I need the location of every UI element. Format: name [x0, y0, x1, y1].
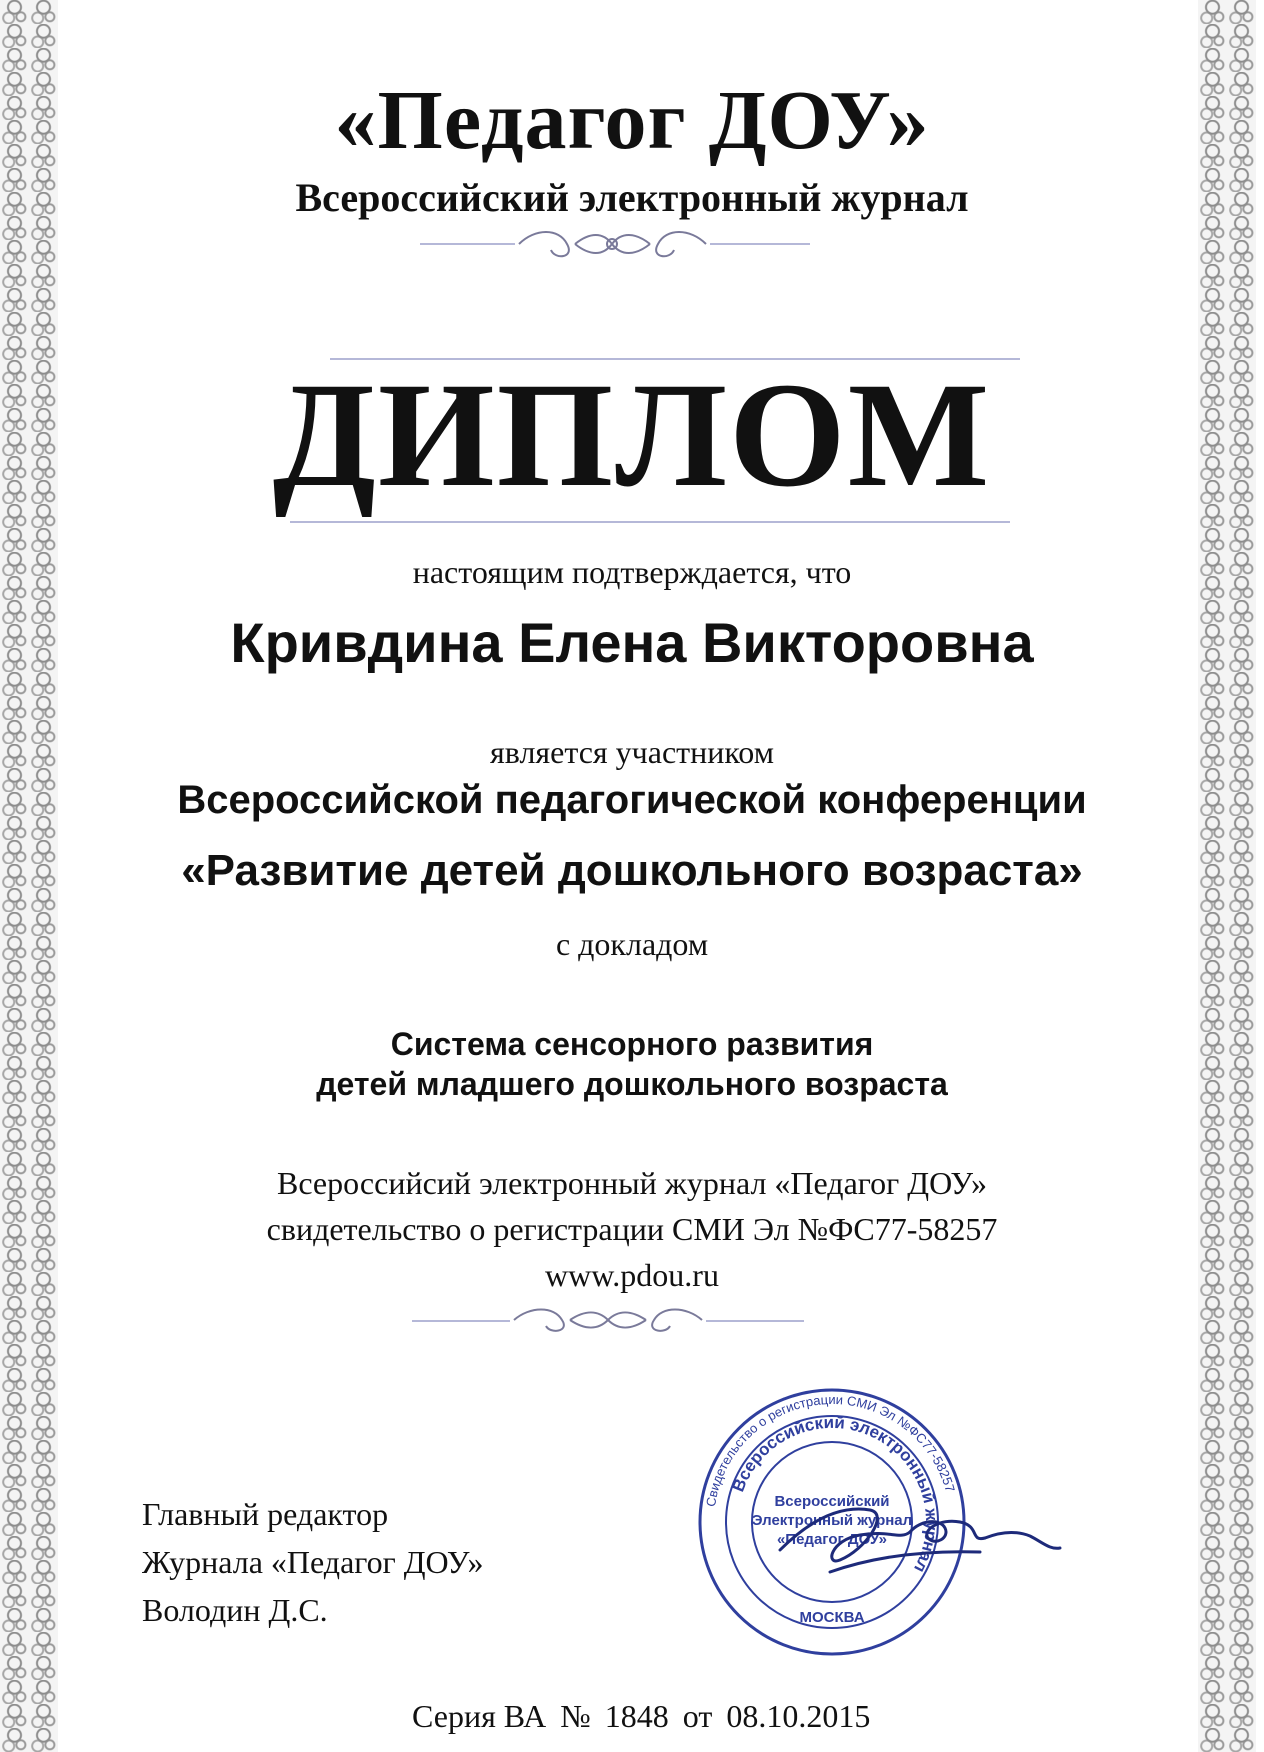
series-label: Серия ВА [412, 1698, 547, 1734]
editor-position: Главный редактор [142, 1496, 389, 1532]
editor-name: Володин Д.С. [142, 1592, 328, 1628]
flourish-ornament-bottom [510, 1300, 706, 1340]
from-label: от [682, 1698, 713, 1734]
flourish-ornament-top [515, 222, 710, 266]
confirms-text: настоящим подтверждается, что [412, 554, 852, 590]
editor-journal: Журнала «Педагог ДОУ» [142, 1544, 484, 1580]
journal-subtitle: Всероссийский электронный журнал [295, 175, 969, 220]
series-number: 1848 [604, 1698, 669, 1734]
issue-date: 08.10.2015 [726, 1698, 871, 1734]
journal-title: «Педагог ДОУ» [334, 74, 930, 167]
editor-signature [770, 1480, 1070, 1590]
journal-registration: свидетельство о регистрации СМИ Эл №ФС77-58257 [266, 1211, 998, 1247]
stamp-center-line-1: Всероссийский [774, 1493, 890, 1510]
report-title-line-1: Система сенсорного развития [390, 1026, 874, 1062]
participant-text: является участником [490, 734, 774, 770]
number-sign: № [560, 1698, 591, 1734]
ornament-rule-left [420, 243, 515, 245]
recipient-name: Кривдина Елена Викторовна [230, 611, 1034, 674]
ornament-rule-right-bottom [706, 1320, 804, 1322]
conference-name: Всероссийской педагогической конференции [177, 778, 1087, 822]
report-title-line-2: детей младшего дошкольного возраста [316, 1066, 948, 1102]
stamp-center-line-3: «Педагог ДОУ» [776, 1531, 888, 1548]
ornament-rule-right [710, 243, 810, 245]
stamp-center-line-2: Электронный журнал [751, 1512, 913, 1529]
stamp-inner-text: Всероссийский электронный журнал [728, 1412, 942, 1576]
bottom-rule [290, 521, 1010, 523]
report-title [0, 1024, 1264, 1104]
diploma-heading: ДИПЛОМ [272, 352, 992, 518]
editor-block [142, 1490, 484, 1634]
conference-topic: «Развитие детей дошкольного возраста» [181, 846, 1083, 895]
series-line [412, 1698, 884, 1735]
with-report-text: с докладом [555, 926, 709, 962]
journal-website: www.pdou.ru [545, 1257, 719, 1293]
stamp-outer-text: Свидетельство о регистрации СМИ Эл №ФС77-58257 [702, 1391, 958, 1508]
journal-info-line-1: Всероссийсий электронный журнал «Педагог ДОУ» [276, 1165, 988, 1201]
ornament-rule-left-bottom [412, 1320, 510, 1322]
stamp-city: МОСКВА [799, 1609, 865, 1626]
journal-info [0, 1160, 1264, 1298]
